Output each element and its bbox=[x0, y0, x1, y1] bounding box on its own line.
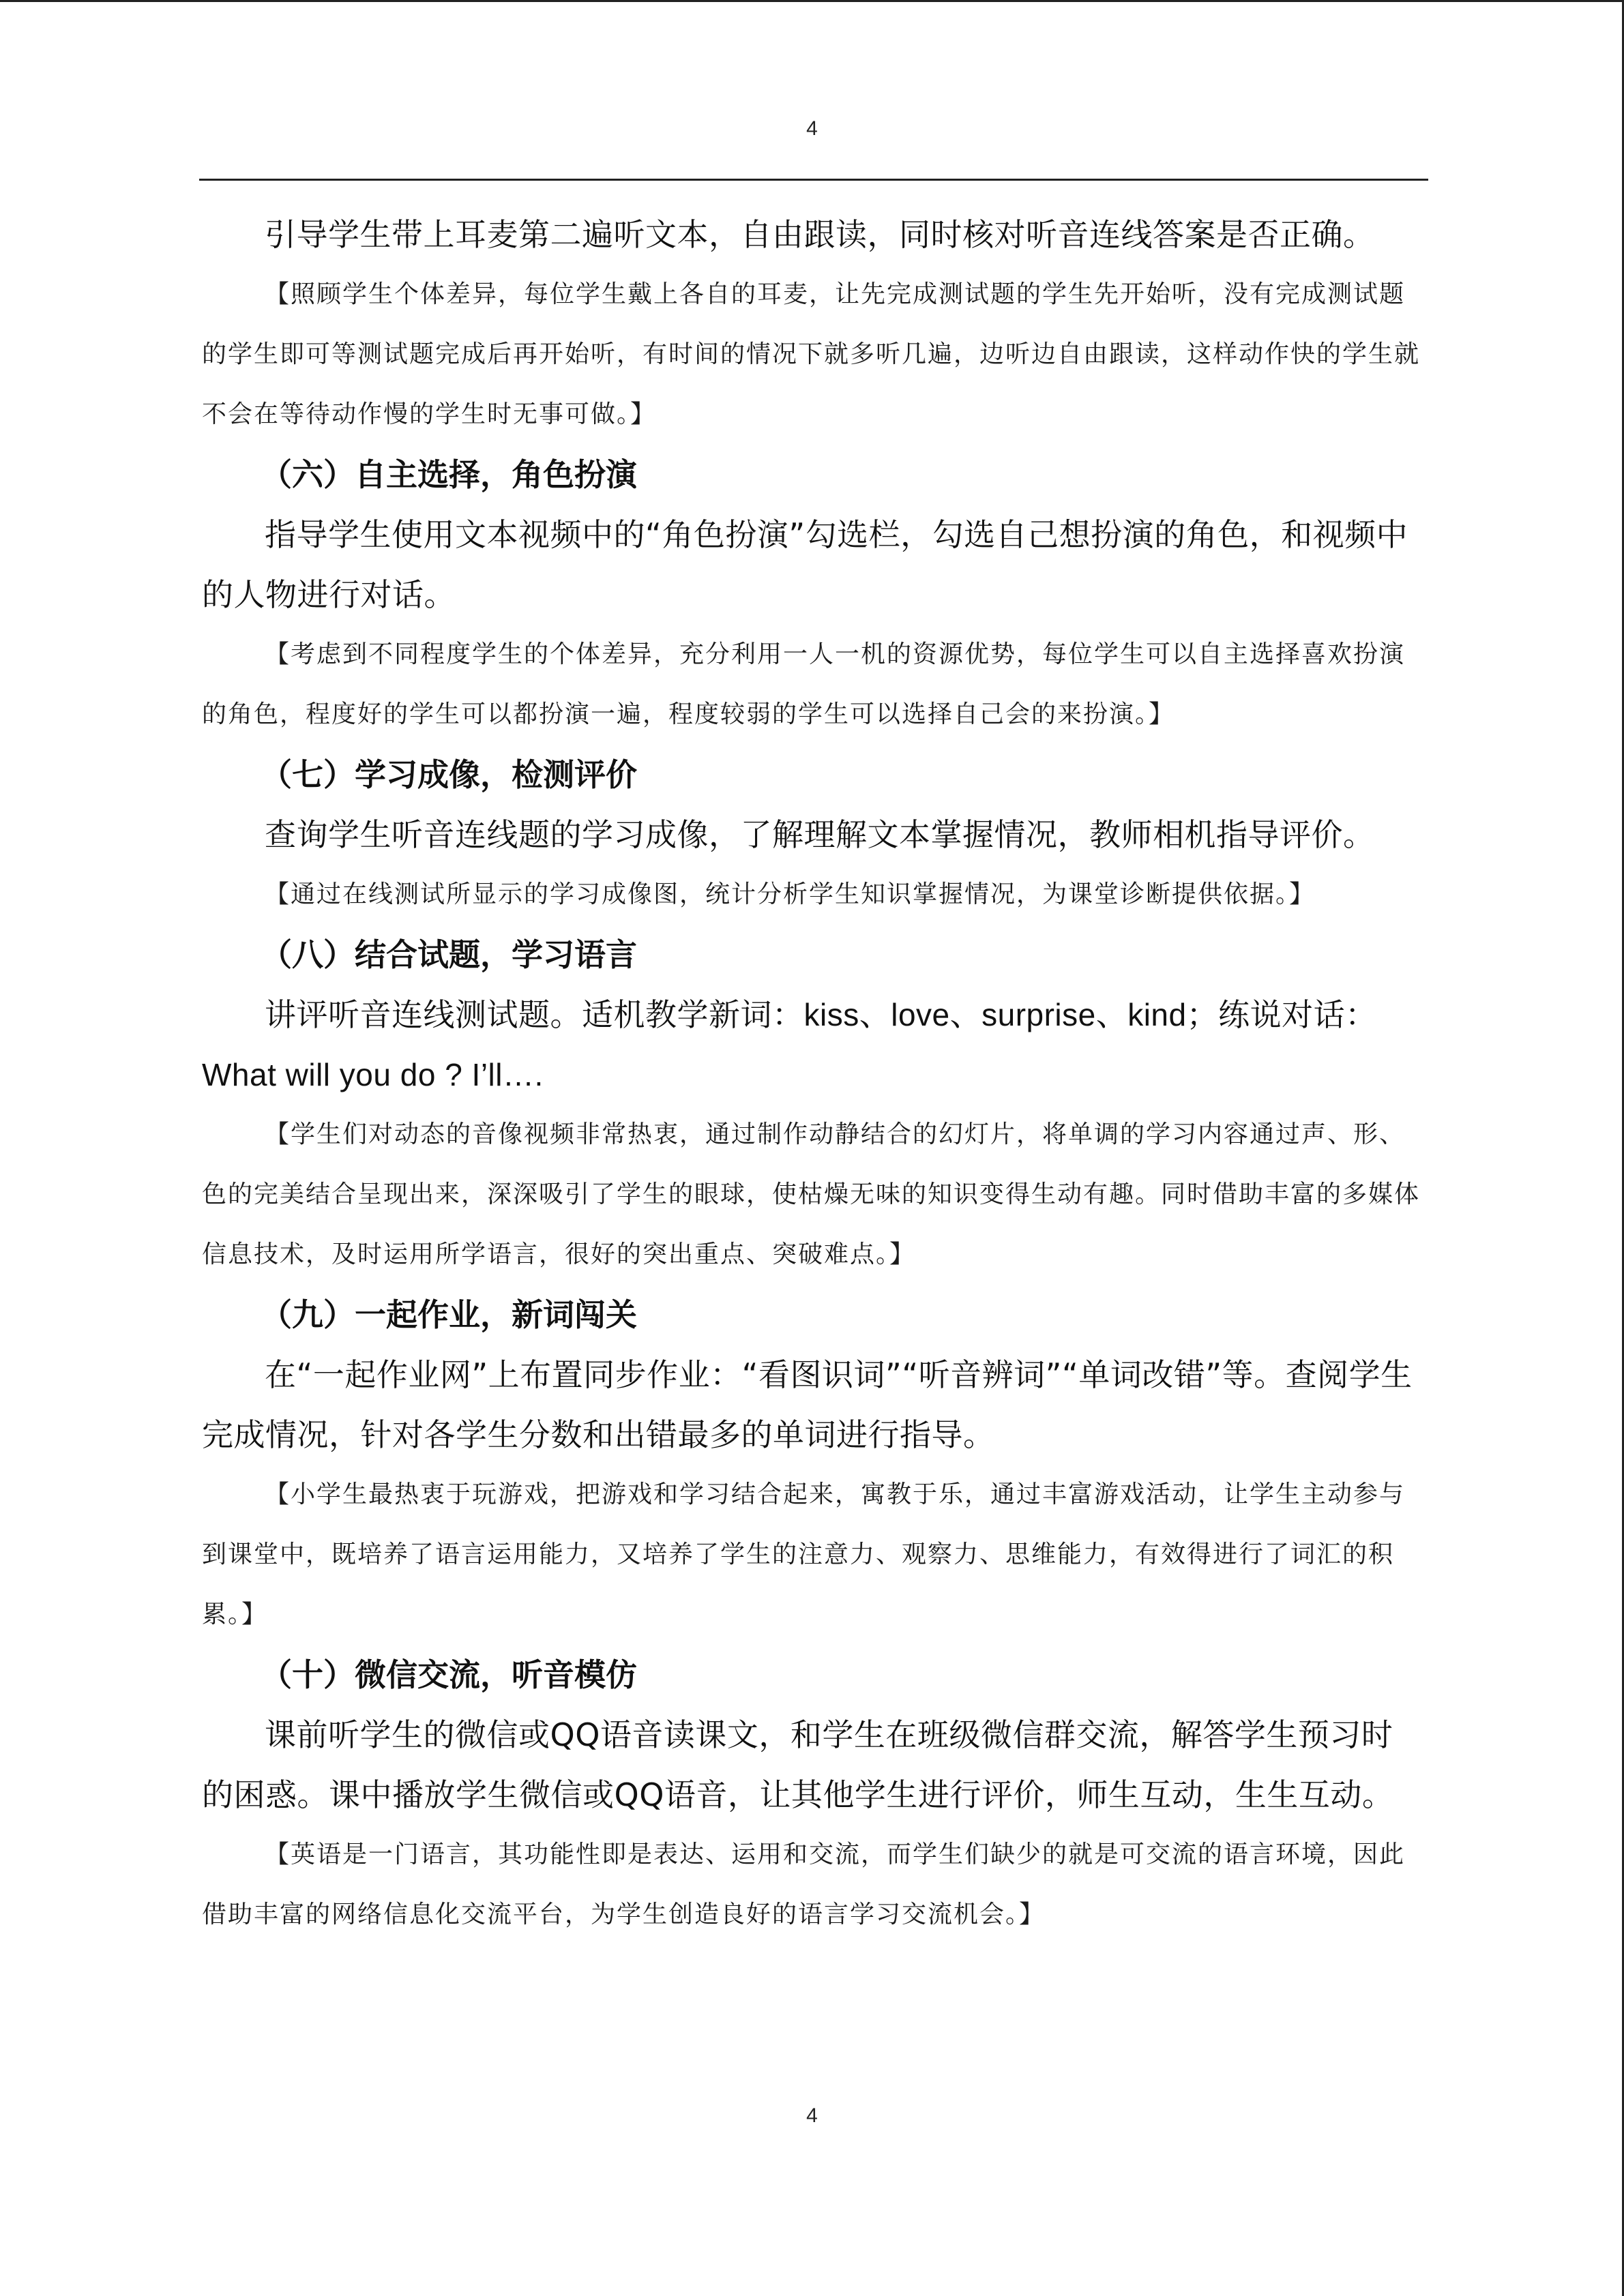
section-heading-8: （八）结合试题，学习语言 bbox=[261, 936, 637, 973]
section-heading-10: （十）微信交流，听音模仿 bbox=[261, 1656, 637, 1693]
page-content bbox=[202, 205, 1423, 1945]
teaching-note: 【考虑到不同程度学生的个体差异，充分利用一人一机的资源优势，每位学生可以自主选择喜欢扮演的角色，程度好的学生可以都扮演一遍，程度较弱的学生可以选择自己会的来扮演。】 bbox=[202, 640, 1406, 728]
paragraph: 引导学生带上耳麦第二遍听文本，自由跟读，同时核对听音连线答案是否正确。 bbox=[265, 216, 1375, 253]
paragraph: 课前听学生的微信或QQ语音读课文，和学生在班级微信群交流，解答学生预习时的困惑。课中播放学生微信或QQ语音，让其他学生进行评价，师生互动，生生互动。 bbox=[202, 1716, 1394, 1813]
teaching-note: 【通过在线测试所显示的学习成像图，统计分析学生知识掌握情况，为课堂诊断提供依据。】 bbox=[265, 880, 1316, 908]
page-number-bottom: 4 bbox=[806, 2104, 818, 2127]
paragraph: 在“一起作业网”上布置同步作业：“看图识词”“听音辨词”“单词改错”等。查阅学生完成情况，针对各学生分数和出错最多的单词进行指导。 bbox=[202, 1356, 1413, 1453]
page-number-top: 4 bbox=[806, 117, 818, 140]
teaching-note: 【照顾学生个体差异，每位学生戴上各自的耳麦，让先完成测试题的学生先开始听，没有完成测试题的学生即可等测试题完成后再开始听，有时间的情况下就多听几遍，边听边自由跟读，这样动作快的学生就不会在等待动作慢的学生时无事可做。】 bbox=[202, 280, 1421, 428]
header-rule bbox=[199, 179, 1428, 181]
section-heading-7: （七）学习成像，检测评价 bbox=[261, 756, 637, 793]
section-heading-6: （六）自主选择，角色扮演 bbox=[261, 456, 637, 493]
paragraph: 查询学生听音连线题的学习成像，了解理解文本掌握情况，教师相机指导评价。 bbox=[265, 816, 1375, 853]
teaching-note: 【小学生最热衷于玩游戏，把游戏和学习结合起来，寓教于乐，通过丰富游戏活动，让学生主动参与到课堂中，既培养了语言运用能力，又培养了学生的注意力、观察力、思维能力，有效得进行了词汇的积累。】 bbox=[202, 1480, 1406, 1628]
teaching-note: 【英语是一门语言，其功能性即是表达、运用和交流，而学生们缺少的就是可交流的语言环境，因此借助丰富的网络信息化交流平台，为学生创造良好的语言学习交流机会。】 bbox=[202, 1840, 1406, 1928]
section-heading-9: （九）一起作业，新词闯关 bbox=[261, 1296, 637, 1333]
teaching-note: 【学生们对动态的音像视频非常热衷，通过制作动静结合的幻灯片，将单调的学习内容通过声、形、色的完美结合呈现出来，深深吸引了学生的眼球，使枯燥无味的知识变得生动有趣。同时借助丰富的多媒体信息技术，及时运用所学语言，很好的突出重点、突破难点。】 bbox=[202, 1120, 1421, 1268]
paragraph: 讲评听音连线测试题。适机教学新词：kiss、love、surprise、kind；练说对话：What will you do ? I’ll…. bbox=[202, 997, 1377, 1092]
paragraph: 指导学生使用文本视频中的“角色扮演”勾选栏，勾选自己想扮演的角色，和视频中的人物进行对话。 bbox=[202, 516, 1408, 613]
